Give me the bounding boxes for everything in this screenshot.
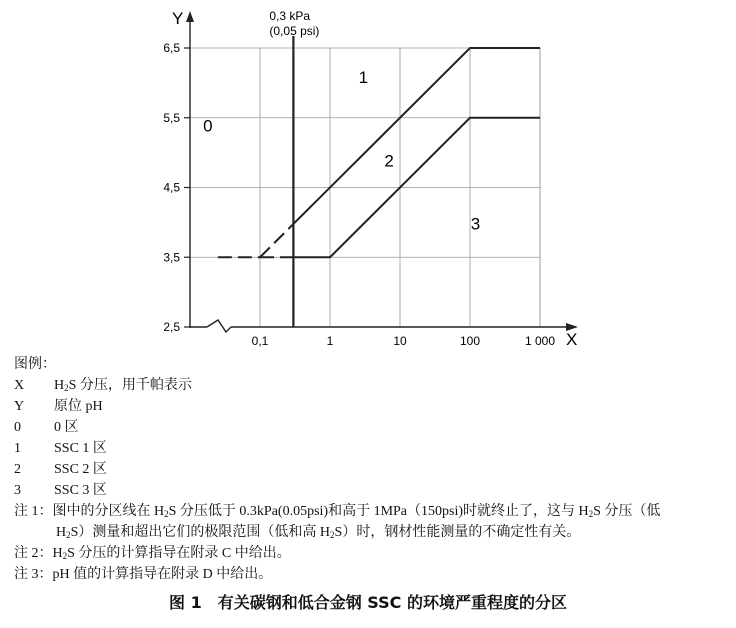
legend-key: 2: [14, 462, 21, 477]
note-3: 注 3：pH 值的计算指导在附录 D 中给出。: [14, 567, 273, 582]
legend-description: 原位 pH: [54, 399, 103, 414]
zone-boundary-dashed: [260, 224, 293, 257]
legend-key: Y: [14, 399, 25, 414]
chart-axes: [184, 11, 578, 332]
x-tick-label: 10: [393, 334, 407, 348]
legend-item: [14, 375, 192, 396]
y-tick-label: 6,5: [163, 41, 180, 55]
figure-caption: 图 1 有关碳钢和低合金钢 SSC 的环境严重程度的分区: [169, 593, 567, 612]
region-label: 2: [384, 151, 394, 171]
legend-key: X: [14, 378, 25, 393]
legend-description: 0 区: [54, 420, 79, 435]
region-label: 3: [470, 214, 481, 234]
legend-key: 0: [14, 420, 21, 435]
note-2: 注 2：$H_2S$ 分压的计算指导在附录 C 中给出。: [14, 546, 291, 561]
legend: [14, 354, 192, 501]
threshold-label: 0,3 kPa: [269, 9, 311, 23]
x-axis-label: X: [566, 330, 578, 349]
chart-grid: [190, 48, 540, 327]
threshold-label: (0,05 psi): [269, 24, 320, 38]
region-label: 0: [203, 116, 213, 136]
y-axis-arrow: [186, 11, 194, 22]
x-tick-label: 100: [459, 334, 481, 348]
legend-description: SSC 1 区: [54, 441, 107, 456]
legend-title: 图例：: [14, 357, 56, 372]
x-tick-label: 0,1: [251, 334, 269, 348]
y-axis-label: Y: [172, 9, 184, 28]
x-tick-label: 1 000: [524, 334, 556, 348]
y-tick-label: 2,5: [163, 320, 180, 334]
legend-item: [14, 396, 192, 417]
legend-item: [14, 417, 192, 438]
legend-description: $H_2S$ 分压，用千帕表示: [54, 378, 192, 393]
legend-description: SSC 2 区: [54, 462, 107, 477]
legend-item: [14, 480, 192, 501]
legend-item: [14, 438, 192, 459]
notes: [14, 501, 728, 585]
zone-boundary-lines: [218, 36, 540, 327]
legend-list: [14, 375, 192, 501]
note-1: 注 1：图中的分区线在 $H_2S$ 分压低于 0.3kPa(0.05psi)和高于 1MPa（150psi)时就终止了，这与 $H_2S$ 分压（低 $H_2S$）测量和超出它们的极限范围（低和高 $H_2S$）时，钢材性能测量的不确定性有关。: [14, 504, 661, 540]
y-tick-label: 3,5: [163, 250, 180, 265]
legend-description: SSC 3 区: [54, 483, 107, 498]
region-label: 1: [358, 67, 369, 87]
y-tick-label: 4,5: [163, 180, 180, 195]
x-axis-break: [207, 320, 231, 332]
legend-item: [14, 459, 192, 480]
legend-key: 1: [14, 441, 21, 456]
chart-labels: [163, 9, 577, 349]
x-tick-label: 1: [326, 334, 334, 348]
legend-key: 3: [14, 483, 21, 498]
y-tick-label: 5,5: [163, 110, 180, 125]
